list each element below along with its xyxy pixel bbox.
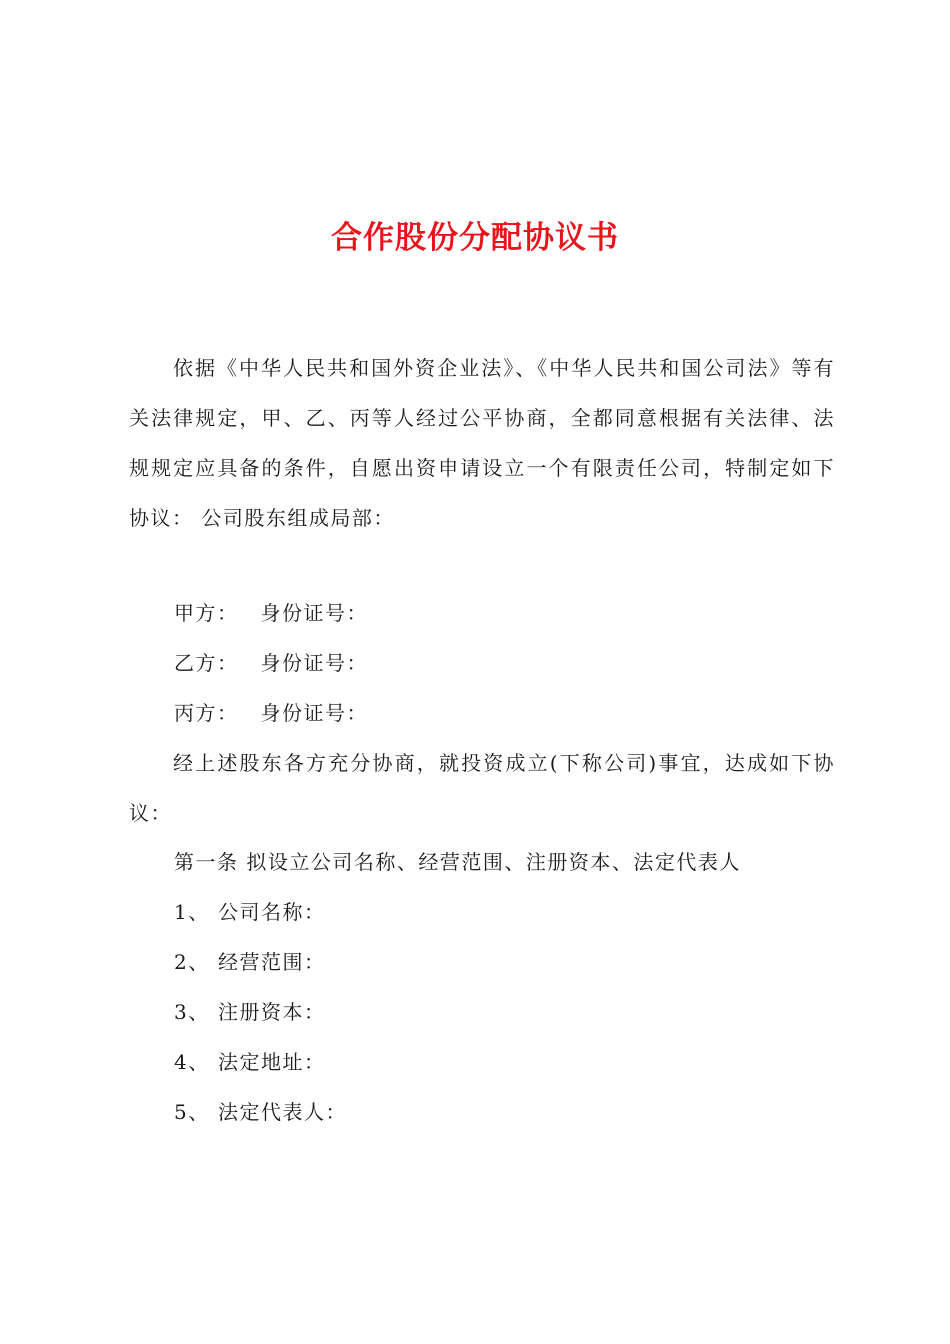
party-b-label: 乙方： — [174, 651, 239, 675]
party-a-line — [174, 598, 368, 628]
list-item-number: 4、 — [174, 1050, 210, 1074]
list-item — [174, 1047, 326, 1077]
party-c-id-label: 身份证号： — [260, 701, 368, 725]
party-a-id-label: 身份证号： — [260, 601, 368, 625]
list-item-number: 1、 — [174, 900, 210, 924]
list-item — [174, 997, 326, 1027]
party-b-line — [174, 648, 368, 678]
list-item-text: 法定代表人： — [218, 1100, 347, 1124]
party-c-line — [174, 698, 368, 728]
party-b-id-label: 身份证号： — [260, 651, 368, 675]
list-item — [174, 1097, 347, 1127]
article-1-heading: 第一条 拟设立公司名称、经营范围、注册资本、法定代表人 — [174, 850, 741, 874]
party-c-label: 丙方： — [174, 701, 239, 725]
list-item-number: 3、 — [174, 1000, 210, 1024]
list-item — [174, 947, 326, 977]
list-item-text: 经营范围： — [218, 950, 326, 974]
list-item — [174, 897, 326, 927]
document-title: 合作股份分配协议书 — [331, 220, 619, 256]
list-item-number: 2、 — [174, 950, 210, 974]
agreement-paragraph: 经上述股东各方充分协商，就投资成立(下称公司)事宜，达成如下协议： — [129, 751, 835, 825]
party-a-label: 甲方： — [174, 601, 239, 625]
intro-paragraph: 依据《中华人民共和国外资企业法》、《中华人民共和国公司法》等有关法律规定，甲、乙、丙等人经过公平协商，全都同意根据有关法律、法规规定应具备的条件，自愿出资申请设立一个有限责任公司，特制定如下协议： 公司股东组成局部： — [129, 356, 835, 530]
list-item-text: 注册资本： — [218, 1000, 326, 1024]
list-item-number: 5、 — [174, 1100, 210, 1124]
list-item-text: 法定地址： — [218, 1050, 326, 1074]
list-item-text: 公司名称： — [218, 900, 326, 924]
